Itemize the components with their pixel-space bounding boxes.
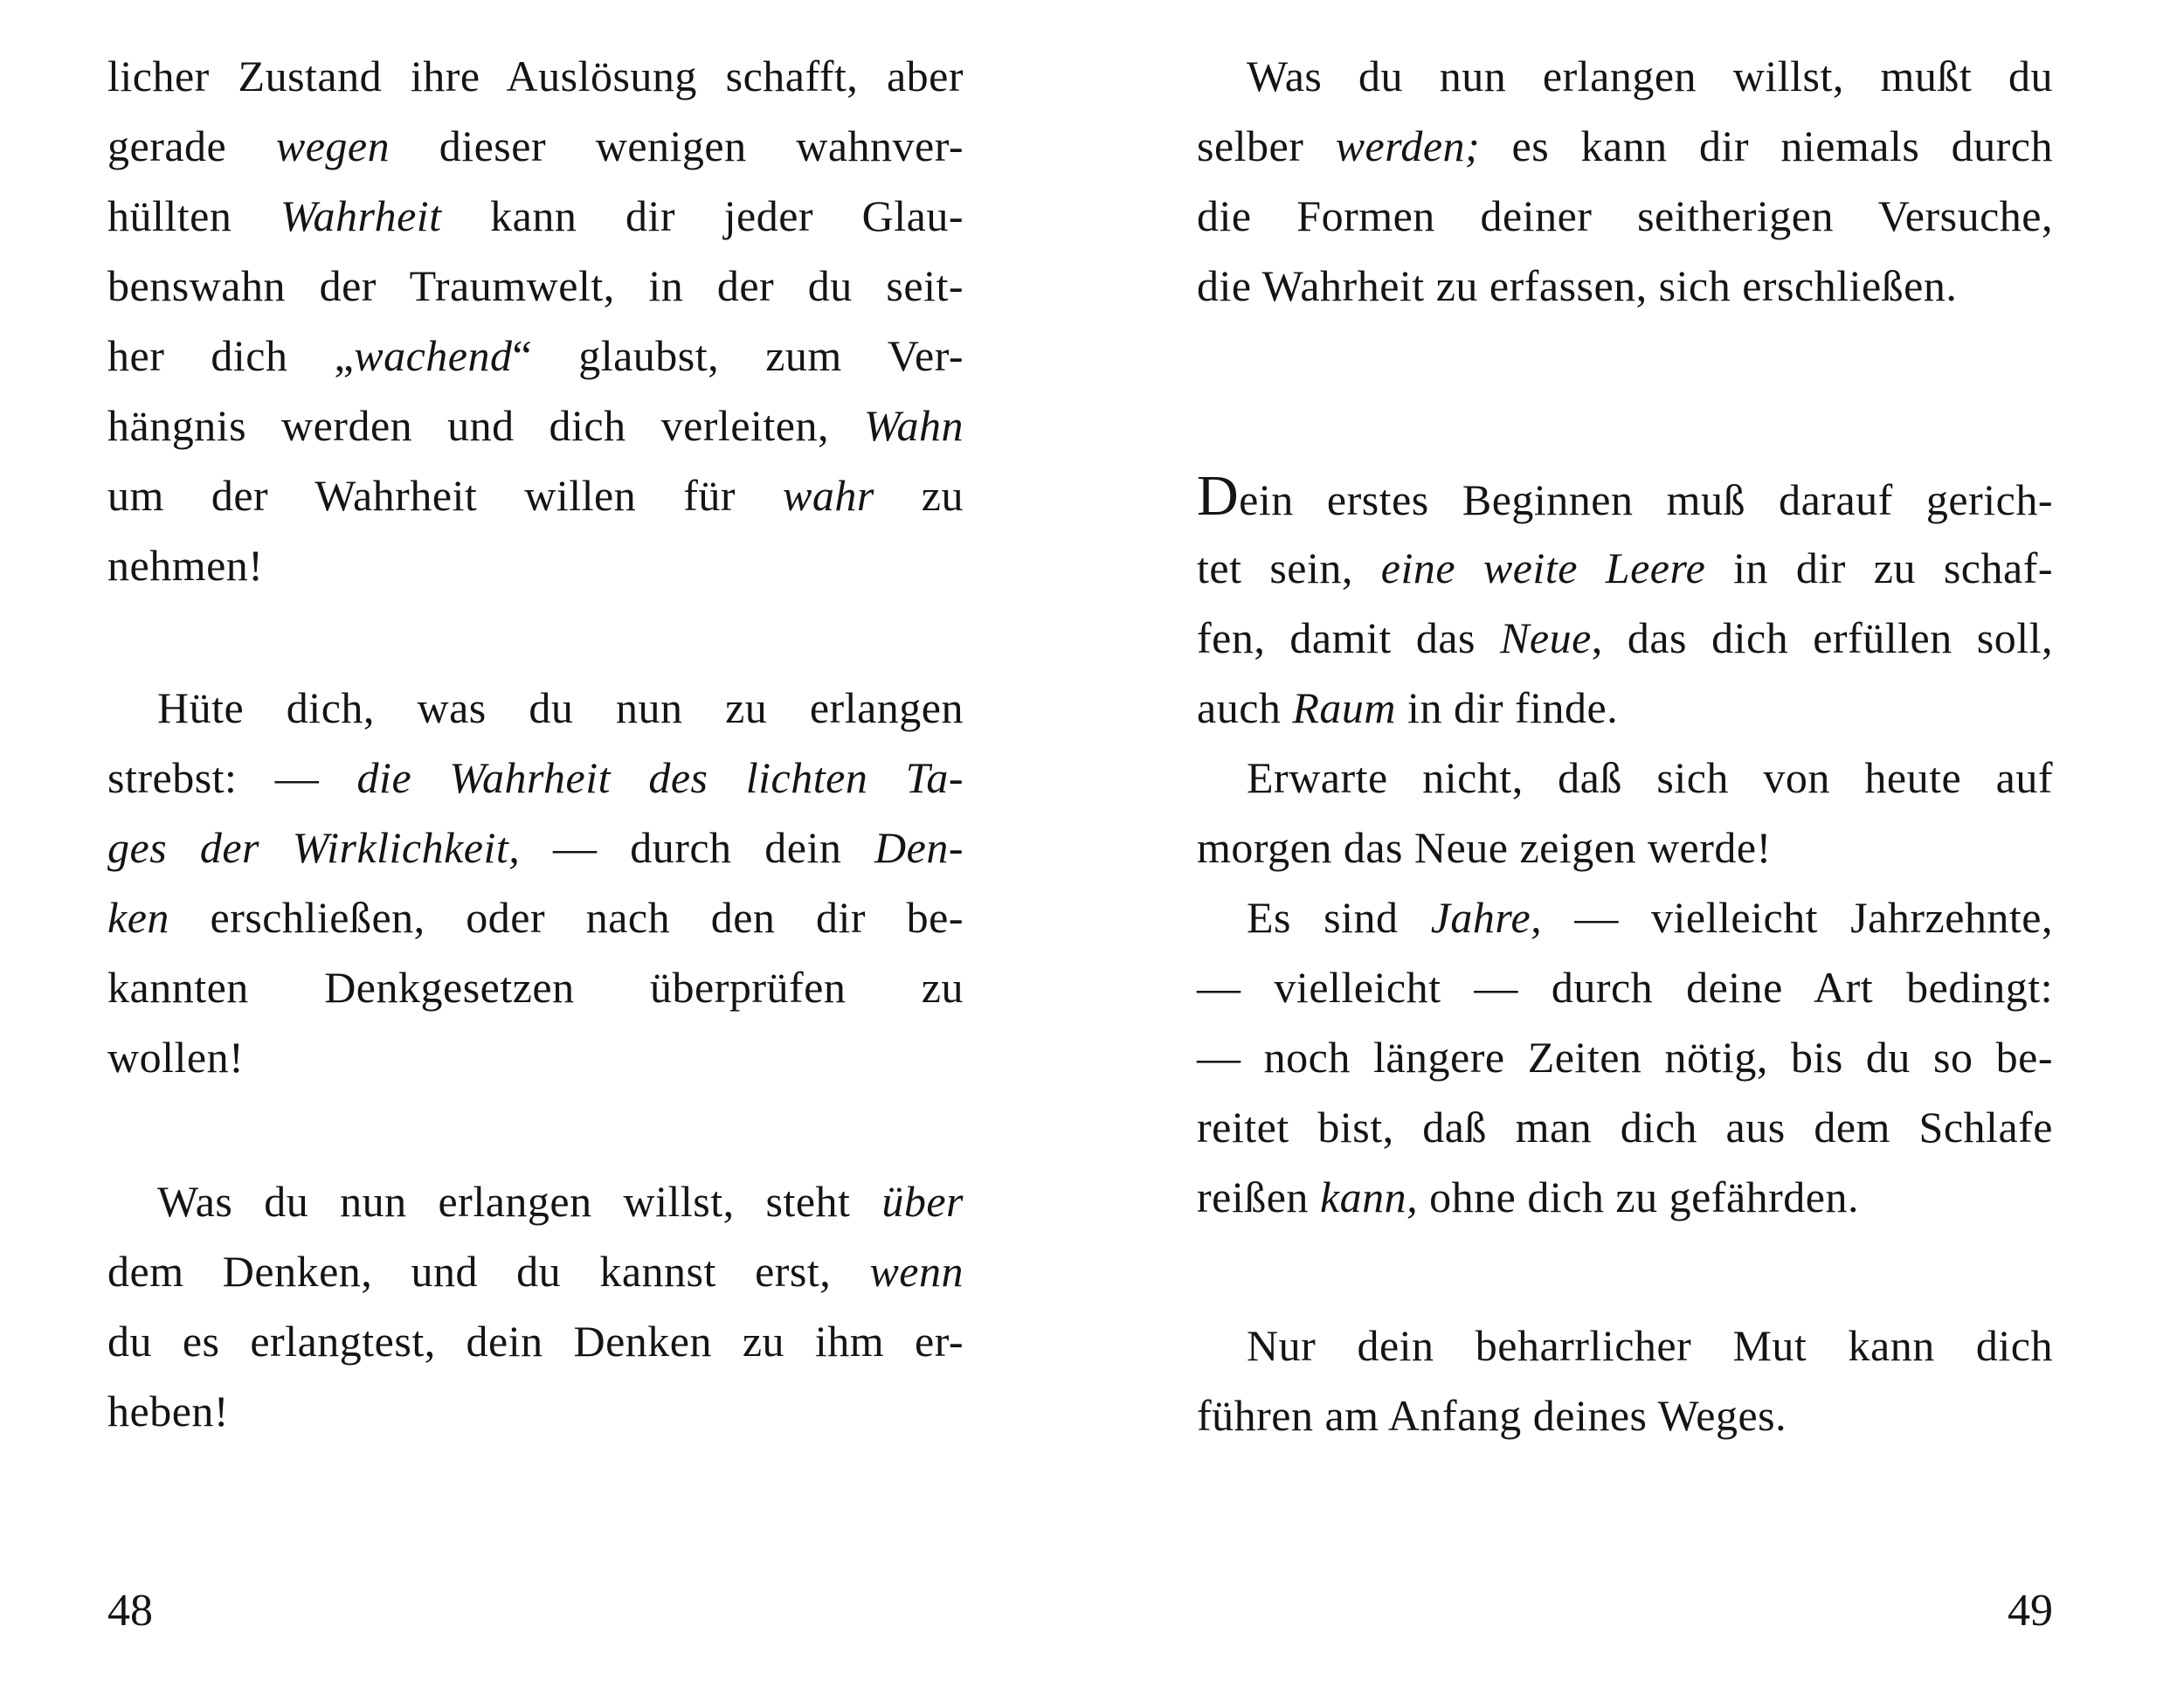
text-run: wollen! — [107, 1033, 245, 1082]
drop-cap: D — [1197, 464, 1240, 528]
text-run: Hüte dich, was du nun zu erlangen — [157, 683, 964, 732]
emphasis-text: Wahn — [863, 401, 964, 450]
text-run: fen, damit das — [1197, 613, 1501, 662]
text-run: du es erlangtest, dein Denken zu ihm er- — [107, 1317, 964, 1366]
text-line — [1197, 747, 2053, 808]
emphasis-text: wachend — [354, 331, 513, 380]
text-line — [107, 1380, 964, 1442]
text-run: Es sind — [1247, 893, 1431, 942]
emphasis-text: Raum — [1292, 683, 1397, 732]
text-run: in dir zu schaf- — [1705, 543, 2053, 592]
emphasis-text: Wahrheit — [280, 191, 442, 240]
text-line — [107, 255, 964, 316]
text-run: her dich „ — [107, 331, 355, 380]
emphasis-text: kann, — [1319, 1173, 1419, 1221]
text-run: kannten Denkgesetzen überprüfen zu — [107, 963, 964, 1012]
text-run: Nur dein beharrlicher Mut kann dich — [1247, 1321, 2053, 1370]
text-run: — vielleicht — durch deine Art bedingt: — [1197, 963, 2053, 1012]
text-run: tet sein, — [1197, 543, 1381, 592]
text-run: “ glaubst, zum Ver- — [512, 331, 964, 380]
text-line — [107, 115, 964, 176]
text-line — [107, 957, 964, 1018]
text-line — [1197, 1027, 2053, 1088]
text-run: morgen das Neue zeigen werde! — [1197, 823, 1772, 872]
text-line — [1197, 607, 2053, 668]
text-run: reißen — [1197, 1173, 1320, 1221]
text-run: um der Wahrheit willen für — [107, 471, 783, 520]
text-run: — vielleicht Jahrzehnte, — [1542, 893, 2053, 942]
text-line — [107, 1171, 964, 1232]
text-line — [107, 677, 964, 738]
text-run: dem Denken, und du kannst erst, — [107, 1247, 870, 1296]
text-line — [1197, 185, 2053, 246]
text-run: Was du nun erlangen willst, steht — [157, 1177, 882, 1226]
text-line — [1197, 1097, 2053, 1158]
emphasis-text: Neue — [1500, 613, 1592, 662]
text-line — [107, 747, 964, 808]
text-line — [107, 1241, 964, 1302]
text-run: gerade — [107, 121, 276, 170]
text-run: hängnis werden und dich verleiten, — [107, 401, 864, 450]
text-run: in dir finde. — [1396, 683, 1619, 732]
text-run: erschließen, oder nach den dir be- — [169, 893, 964, 942]
text-run: die Formen deiner seitherigen Versuche, — [1197, 191, 2053, 240]
text-line — [1197, 537, 2053, 598]
text-line — [1197, 45, 2053, 107]
text-line — [107, 817, 964, 878]
text-line — [107, 185, 964, 246]
text-run: die Wahrheit zu erfassen, sich erschließen. — [1197, 261, 1958, 310]
text-run: dieser wenigen wahnver- — [390, 121, 964, 170]
emphasis-text: Jahre, — [1430, 893, 1543, 942]
text-line — [107, 535, 964, 596]
text-run: reitet bist, daß man dich aus dem Schlafe — [1197, 1103, 2053, 1152]
text-run: kann dir jeder Glau- — [441, 191, 964, 240]
emphasis-text: werden; — [1335, 121, 1481, 170]
text-line — [107, 45, 964, 107]
text-line — [1197, 464, 2053, 529]
text-run: benswahn der Traumwelt, in der du seit- — [107, 261, 964, 310]
emphasis-text: wegen — [275, 121, 390, 170]
text-run: es kann dir niemals durch — [1480, 121, 2053, 170]
text-line — [1197, 887, 2053, 948]
text-run: Erwarte nicht, daß sich von heute auf — [1247, 753, 2053, 802]
text-line — [107, 325, 964, 386]
emphasis-text: wenn — [869, 1247, 964, 1296]
emphasis-text: ken — [107, 893, 169, 942]
text-line — [107, 465, 964, 526]
text-line — [1197, 817, 2053, 878]
text-line — [1197, 255, 2053, 316]
text-run: Was du nun erlangen willst, mußt du — [1247, 52, 2053, 100]
emphasis-text: die Wahrheit des lichten Ta- — [356, 753, 964, 802]
text-run: strebst: — — [107, 753, 357, 802]
text-line — [1197, 1385, 2053, 1446]
emphasis-text: ges der Wirklichkeit, — [107, 823, 521, 872]
text-line — [107, 1311, 964, 1372]
text-run: nehmen! — [107, 541, 264, 590]
text-line — [1197, 1166, 2053, 1228]
emphasis-text: Den- — [874, 823, 964, 872]
text-run: ohne dich zu gefährden. — [1418, 1173, 1859, 1221]
text-run: führen am Anfang deines Weges. — [1197, 1391, 1787, 1440]
text-run: , das dich erfüllen soll, — [1591, 613, 2053, 662]
text-line — [107, 1027, 964, 1088]
text-line — [107, 395, 964, 456]
text-run: selber — [1197, 121, 1336, 170]
emphasis-text: eine weite Leere — [1380, 543, 1706, 592]
text-line — [1197, 957, 2053, 1018]
text-run: ein erstes Beginnen muß darauf gerich- — [1239, 475, 2053, 524]
text-run: — durch dein — [520, 823, 875, 872]
text-run: — noch längere Zeiten nötig, bis du so be- — [1197, 1033, 2053, 1082]
page-number: 49 — [2008, 1586, 2053, 1636]
text-line — [1197, 677, 2053, 738]
text-run: auch — [1197, 683, 1293, 732]
page-number: 48 — [107, 1586, 153, 1636]
text-line — [1197, 115, 2053, 176]
text-run: zu — [874, 471, 964, 520]
text-line — [107, 887, 964, 948]
text-run: heben! — [107, 1387, 230, 1436]
text-run: hüllten — [107, 191, 280, 240]
emphasis-text: wahr — [783, 471, 874, 520]
emphasis-text: über — [881, 1177, 964, 1226]
text-run: licher Zustand ihre Auslösung schafft, aber — [107, 52, 964, 100]
text-line — [1197, 1315, 2053, 1376]
